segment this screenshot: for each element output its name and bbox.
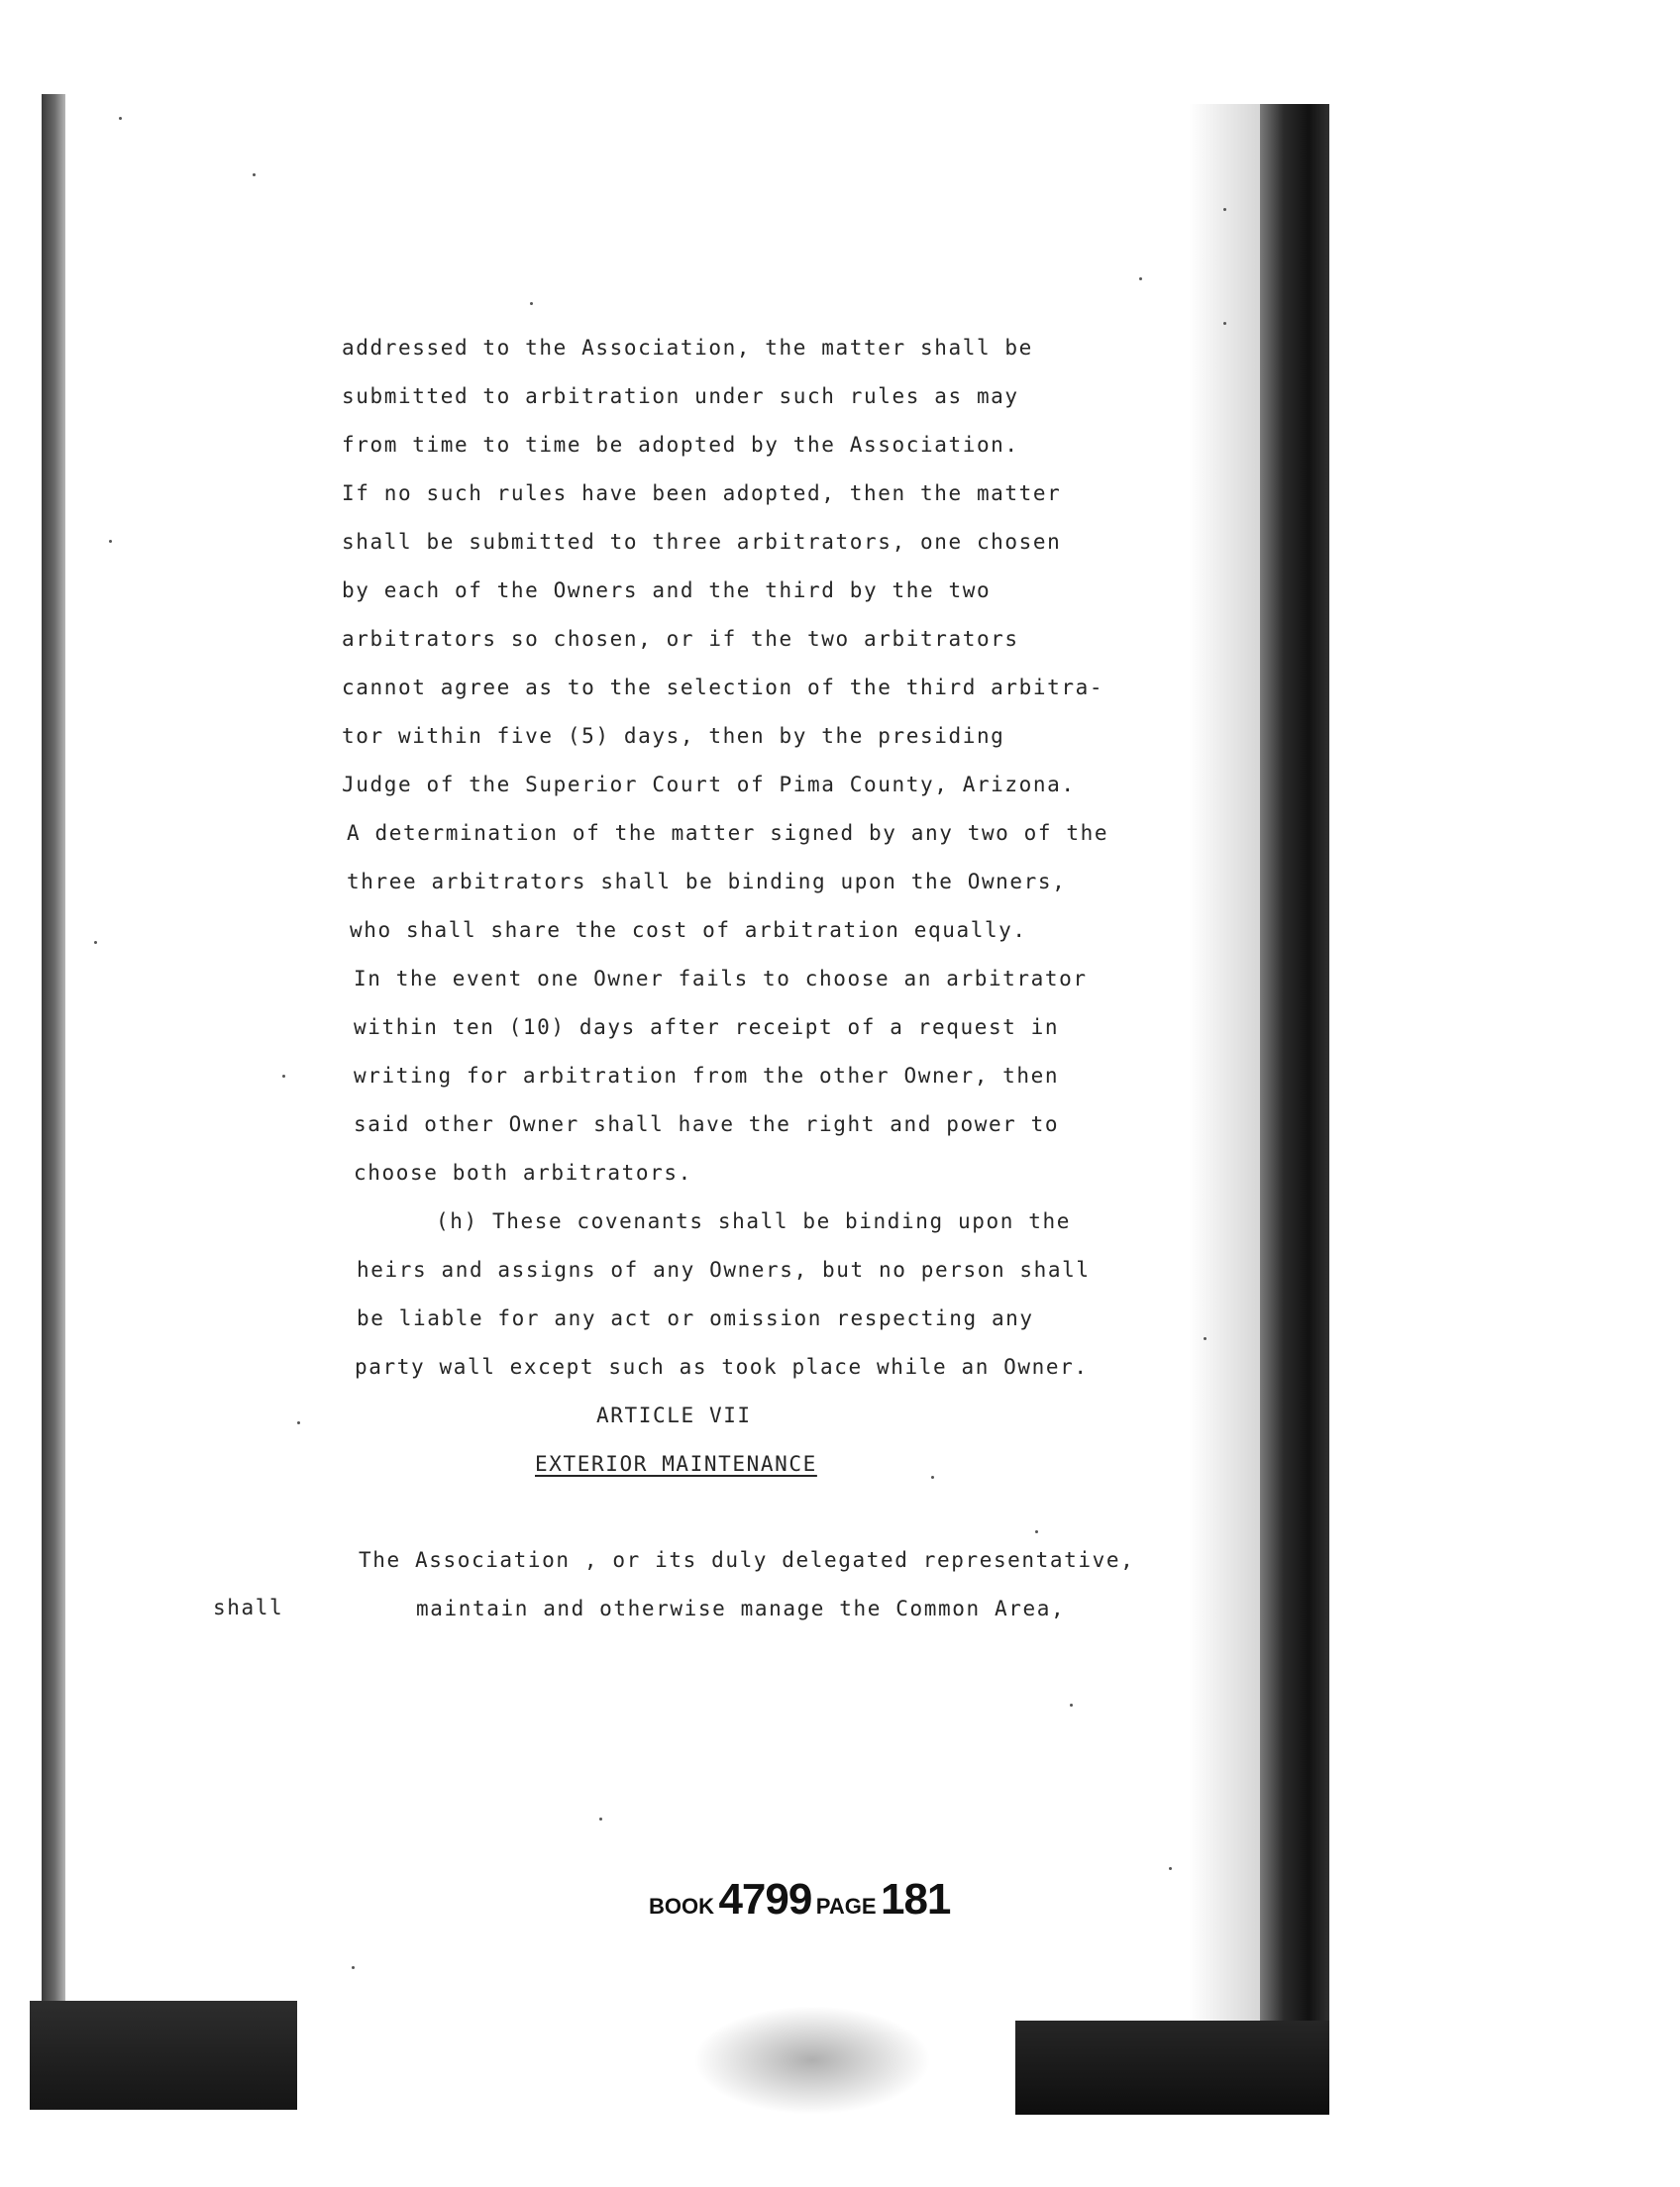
document-line: (h) These covenants shall be binding upon the xyxy=(436,1209,1071,1233)
bottom-left-scan-corner xyxy=(30,2001,297,2110)
document-line: by each of the Owners and the third by the two xyxy=(342,578,992,602)
left-scan-edge xyxy=(42,94,65,2026)
scan-speck xyxy=(1204,1337,1207,1340)
document-line: In the event one Owner fails to choose an arbitrator xyxy=(354,967,1088,990)
scan-speck xyxy=(253,173,256,176)
scan-speck xyxy=(94,941,97,944)
document-line: said other Owner shall have the right and power to xyxy=(354,1112,1060,1136)
scan-speck xyxy=(1223,208,1226,211)
document-line: choose both arbitrators. xyxy=(354,1161,692,1185)
document-line: tor within five (5) days, then by the presiding xyxy=(342,724,1005,748)
stamp-page-label: PAGE xyxy=(815,1894,877,1919)
document-line: submitted to arbitration under such rules as may xyxy=(342,384,1019,408)
right-scan-edge xyxy=(1260,104,1329,2035)
scan-speck xyxy=(1139,277,1142,280)
document-line: Judge of the Superior Court of Pima County, Arizona. xyxy=(342,773,1076,796)
bottom-smudge xyxy=(693,2006,931,2115)
scan-speck xyxy=(352,1966,355,1969)
stamp-book-label: BOOK xyxy=(649,1894,714,1919)
recording-stamp xyxy=(649,1875,950,1925)
document-line: three arbitrators shall be binding upon the Owners, xyxy=(347,870,1067,893)
scan-speck xyxy=(119,117,122,120)
document-line: A determination of the matter signed by any two of the xyxy=(347,821,1109,845)
scan-speck xyxy=(1223,322,1226,325)
article-line: maintain and otherwise manage the Common Area, xyxy=(416,1597,1066,1620)
document-line: shall be submitted to three arbitrators, one chosen xyxy=(342,530,1062,554)
document-line: writing for arbitration from the other Owner, then xyxy=(354,1064,1060,1088)
document-line: party wall except such as took place while an Owner. xyxy=(355,1355,1089,1379)
article-heading: ARTICLE VII xyxy=(596,1404,752,1427)
document-line: addressed to the Association, the matter shall be xyxy=(342,336,1033,360)
document-line: who shall share the cost of arbitration equally. xyxy=(350,918,1027,942)
scan-speck xyxy=(109,540,112,543)
document-line: cannot agree as to the selection of the third arbitra- xyxy=(342,676,1104,699)
document-line: from time to time be adopted by the Association. xyxy=(342,433,1019,457)
document-line: heirs and assigns of any Owners, but no person shall xyxy=(357,1258,1091,1282)
document-line: arbitrators so chosen, or if the two arbitrators xyxy=(342,627,1019,651)
stamp-book-number: 4799 xyxy=(718,1875,812,1924)
right-scan-shadow xyxy=(1189,104,1263,2035)
document-line: If no such rules have been adopted, then the matter xyxy=(342,481,1062,505)
scan-speck xyxy=(282,1075,285,1078)
margin-insert: shall xyxy=(213,1596,284,1619)
scan-speck xyxy=(297,1421,300,1424)
stamp-page-number: 181 xyxy=(880,1875,951,1924)
scan-speck xyxy=(1169,1867,1172,1870)
scan-speck xyxy=(1070,1704,1073,1707)
article-line: The Association , or its duly delegated representative, xyxy=(359,1548,1135,1572)
document-line: within ten (10) days after receipt of a request in xyxy=(354,1015,1060,1039)
bottom-right-scan-corner xyxy=(1015,2021,1329,2115)
scan-speck xyxy=(1035,1530,1038,1533)
scan-speck xyxy=(599,1818,602,1821)
document-line: be liable for any act or omission respecting any xyxy=(357,1306,1034,1330)
article-title: EXTERIOR MAINTENANCE xyxy=(535,1452,817,1476)
scan-speck xyxy=(530,302,533,305)
scan-speck xyxy=(931,1476,934,1479)
